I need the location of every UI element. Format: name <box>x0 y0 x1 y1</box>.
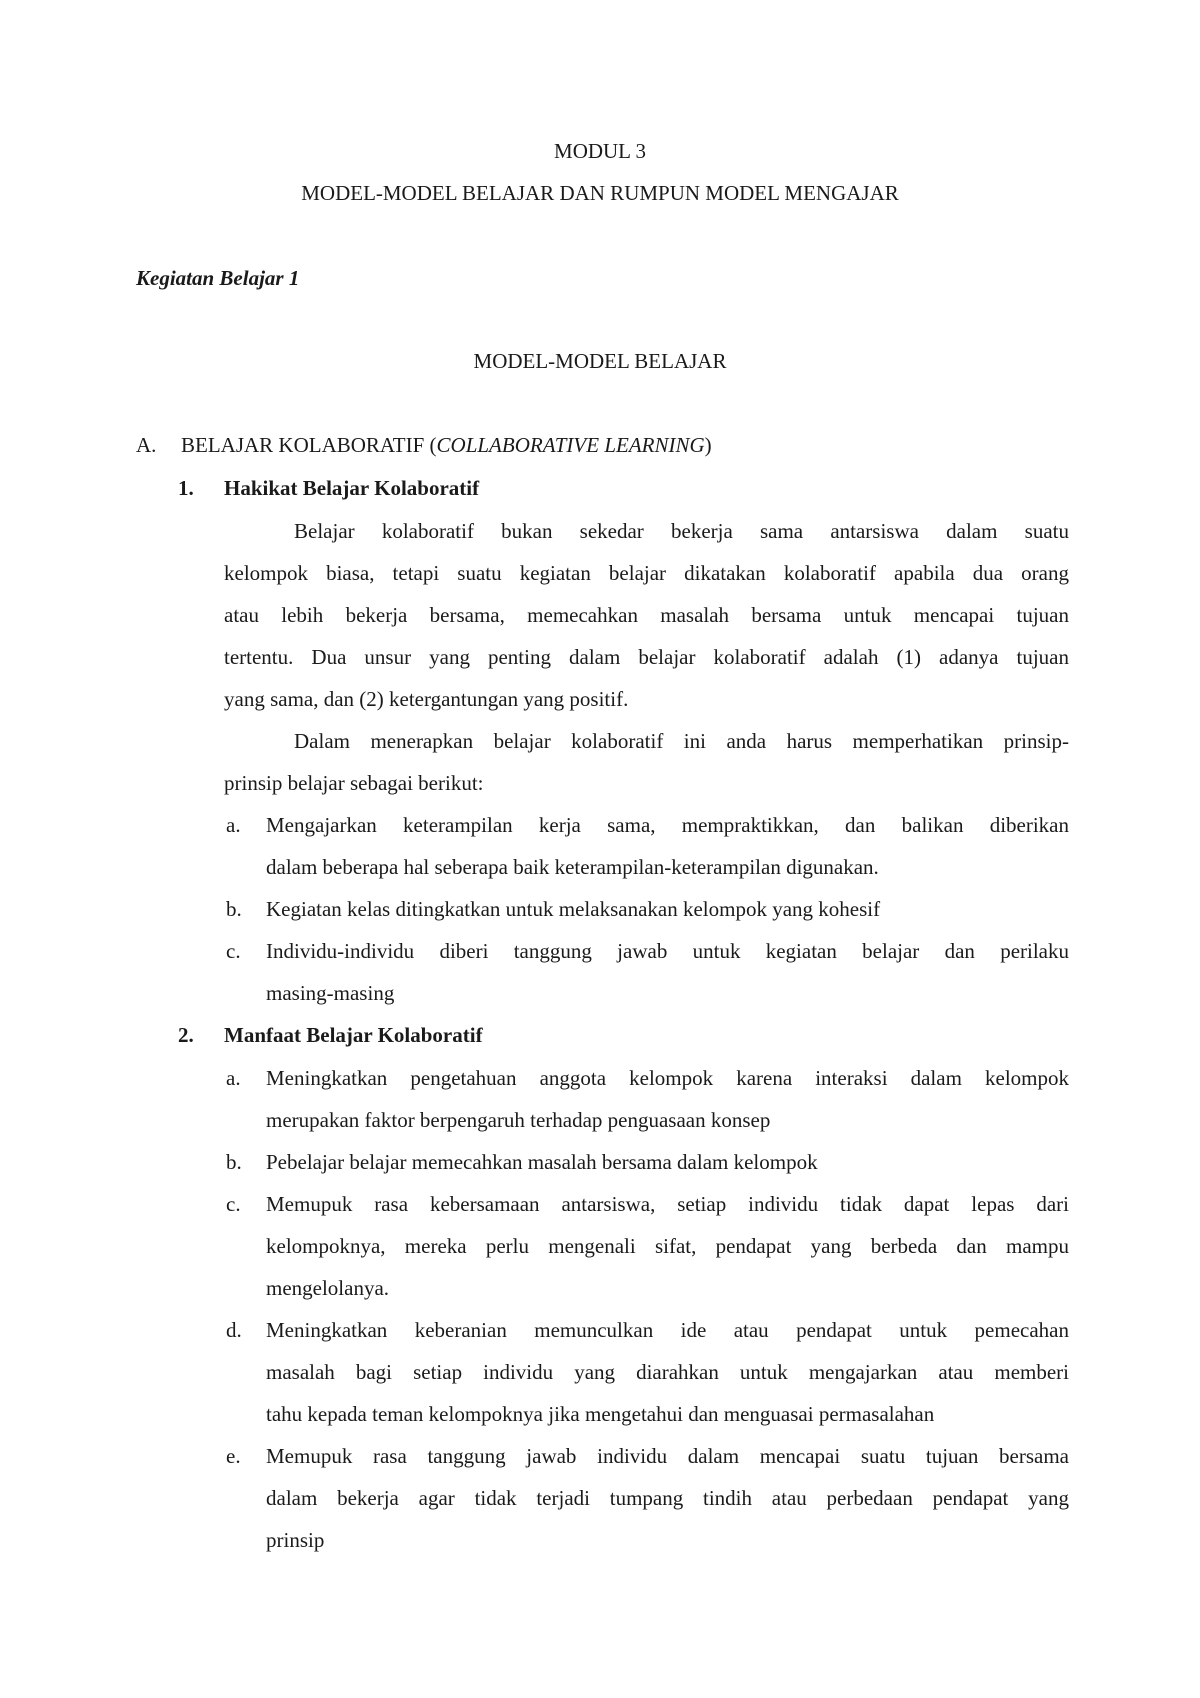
list-item-line: Memupuk rasa kebersamaan antarsiswa, setiap individu tidak dapat lepas dari <box>266 1192 1069 1216</box>
module-heading: MODUL 3 <box>554 139 646 163</box>
paragraph-line: yang sama, dan (2) ketergantungan yang positif. <box>224 687 629 711</box>
paragraph-line: Belajar kolaboratif bukan sekedar bekerja sama antarsiswa dalam suatu <box>294 519 1069 543</box>
section-title: MODEL-MODEL BELAJAR <box>473 349 727 373</box>
section-a-title-italic: COLLABORATIVE LEARNING <box>436 433 705 457</box>
sub1-number: 1. <box>178 476 194 500</box>
section-a-title <box>181 433 712 458</box>
list-marker: e. <box>226 1444 241 1468</box>
list-marker: b. <box>226 1150 242 1174</box>
list-item-line: masing-masing <box>266 981 395 1005</box>
list-item-line: Pebelajar belajar memecahkan masalah bersama dalam kelompok <box>266 1150 818 1174</box>
list-marker: a. <box>226 813 241 837</box>
list-item-line: Individu-individu diberi tanggung jawab untuk kegiatan belajar dan perilaku <box>266 939 1069 963</box>
activity-label: Kegiatan Belajar 1 <box>136 266 300 290</box>
paragraph-line: tertentu. Dua unsur yang penting dalam belajar kolaboratif adalah (1) adanya tujuan <box>224 645 1069 669</box>
list-marker: c. <box>226 1192 241 1216</box>
list-item-line: Kegiatan kelas ditingkatkan untuk melaksanakan kelompok yang kohesif <box>266 897 881 921</box>
list-item-line: prinsip <box>266 1528 325 1552</box>
list-item-line: kelompoknya, mereka perlu mengenali sifat, pendapat yang berbeda dan mampu <box>266 1234 1069 1258</box>
paragraph-line: atau lebih bekerja bersama, memecahkan masalah bersama untuk mencapai tujuan <box>224 603 1069 627</box>
paragraph-line: prinsip belajar sebagai berikut: <box>224 771 484 795</box>
list-item-line: tahu kepada teman kelompoknya jika mengetahui dan menguasai permasalahan <box>266 1402 935 1426</box>
paragraph-line: Dalam menerapkan belajar kolaboratif ini anda harus memperhatikan prinsip- <box>294 729 1069 753</box>
list-marker: c. <box>226 939 241 963</box>
list-item-line: Meningkatkan keberanian memunculkan ide atau pendapat untuk pemecahan <box>266 1318 1069 1342</box>
list-item-line: Mengajarkan keterampilan kerja sama, mempraktikkan, dan balikan diberikan <box>266 813 1069 837</box>
list-item-line: dalam beberapa hal seberapa baik keterampilan-keterampilan digunakan. <box>266 855 879 879</box>
list-item-line: Memupuk rasa tanggung jawab individu dalam mencapai suatu tujuan bersama <box>266 1444 1069 1468</box>
section-a-title-suffix: ) <box>704 433 712 457</box>
list-item-line: mengelolanya. <box>266 1276 390 1300</box>
paragraph-line: kelompok biasa, tetapi suatu kegiatan belajar dikatakan kolaboratif apabila dua orang <box>224 561 1069 585</box>
sub1-title: Hakikat Belajar Kolaboratif <box>224 476 480 500</box>
list-marker: d. <box>226 1318 242 1342</box>
list-item-line: Meningkatkan pengetahuan anggota kelompok karena interaksi dalam kelompok <box>266 1066 1069 1090</box>
list-marker: b. <box>226 897 242 921</box>
list-item-line: merupakan faktor berpengaruh terhadap penguasaan konsep <box>266 1108 771 1132</box>
section-a-title-prefix: BELAJAR KOLABORATIF ( <box>181 433 437 457</box>
sub2-number: 2. <box>178 1023 194 1047</box>
sub2-title: Manfaat Belajar Kolaboratif <box>224 1023 483 1047</box>
list-item-line: dalam bekerja agar tidak terjadi tumpang tindih atau perbedaan pendapat yang <box>266 1486 1069 1510</box>
list-marker: a. <box>226 1066 241 1090</box>
module-subtitle: MODEL-MODEL BELAJAR DAN RUMPUN MODEL MENGAJAR <box>301 181 899 205</box>
list-item-line: masalah bagi setiap individu yang diarahkan untuk mengajarkan atau memberi <box>266 1360 1069 1384</box>
section-a-marker: A. <box>136 433 157 457</box>
